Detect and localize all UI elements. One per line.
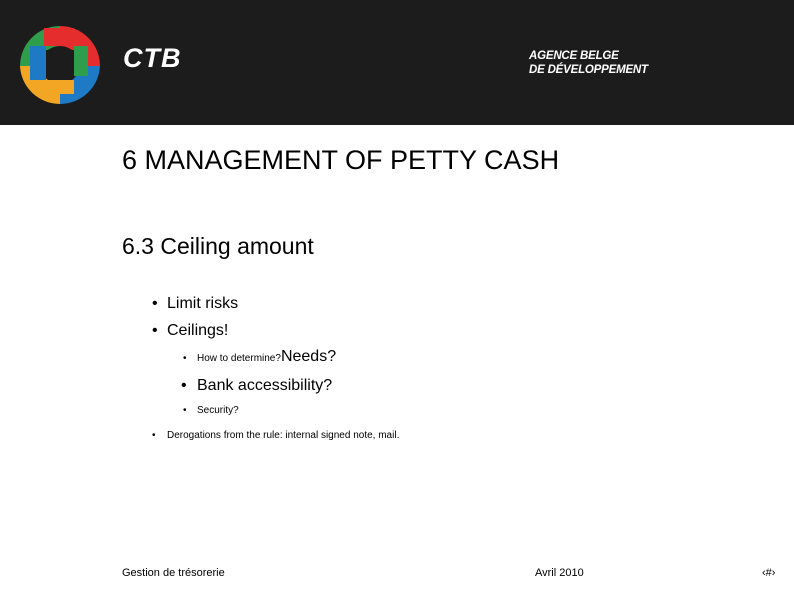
bullet-dot-icon: • xyxy=(152,430,156,441)
agency-name xyxy=(529,49,648,77)
slide-title: 6 MANAGEMENT OF PETTY CASH xyxy=(122,145,560,175)
bullet-text: Derogations from the rule: internal signed note, mail. xyxy=(167,430,400,441)
bullet-security xyxy=(183,404,239,418)
bullet-text: Security? xyxy=(197,405,239,416)
bullet-how-to-determine xyxy=(183,350,336,366)
footer-page-number: ‹#› xyxy=(762,567,776,579)
bullet-dot-icon: • xyxy=(152,295,158,312)
bullet-dot-icon: • xyxy=(183,353,187,364)
bullet-text: Bank accessibility? xyxy=(197,377,333,394)
bullet-dot-icon: • xyxy=(181,377,187,394)
bullet-limit-risks xyxy=(152,294,238,314)
bullet-bank-accessibility xyxy=(181,376,332,396)
bullet-text-large: Needs? xyxy=(280,348,337,365)
agency-line-1: AGENCE BELGE xyxy=(529,50,619,62)
header-bar xyxy=(0,0,794,125)
footer-left: Gestion de trésorerie xyxy=(122,567,225,579)
bullet-text: How to determine? xyxy=(197,353,281,364)
bullet-text: Limit risks xyxy=(167,295,239,312)
brand-name: CTB xyxy=(123,43,182,73)
slide-subtitle: 6.3 Ceiling amount xyxy=(122,233,314,259)
bullet-ceilings xyxy=(152,321,228,341)
bullet-dot-icon: • xyxy=(183,405,187,416)
bullet-text: Ceilings! xyxy=(167,322,229,339)
ctb-logo-icon xyxy=(16,20,104,106)
agency-line-2: DE DÉVELOPPEMENT xyxy=(529,64,648,76)
bullet-derogations xyxy=(152,429,399,443)
footer-date: Avril 2010 xyxy=(535,567,584,579)
bullet-dot-icon: • xyxy=(152,322,158,339)
